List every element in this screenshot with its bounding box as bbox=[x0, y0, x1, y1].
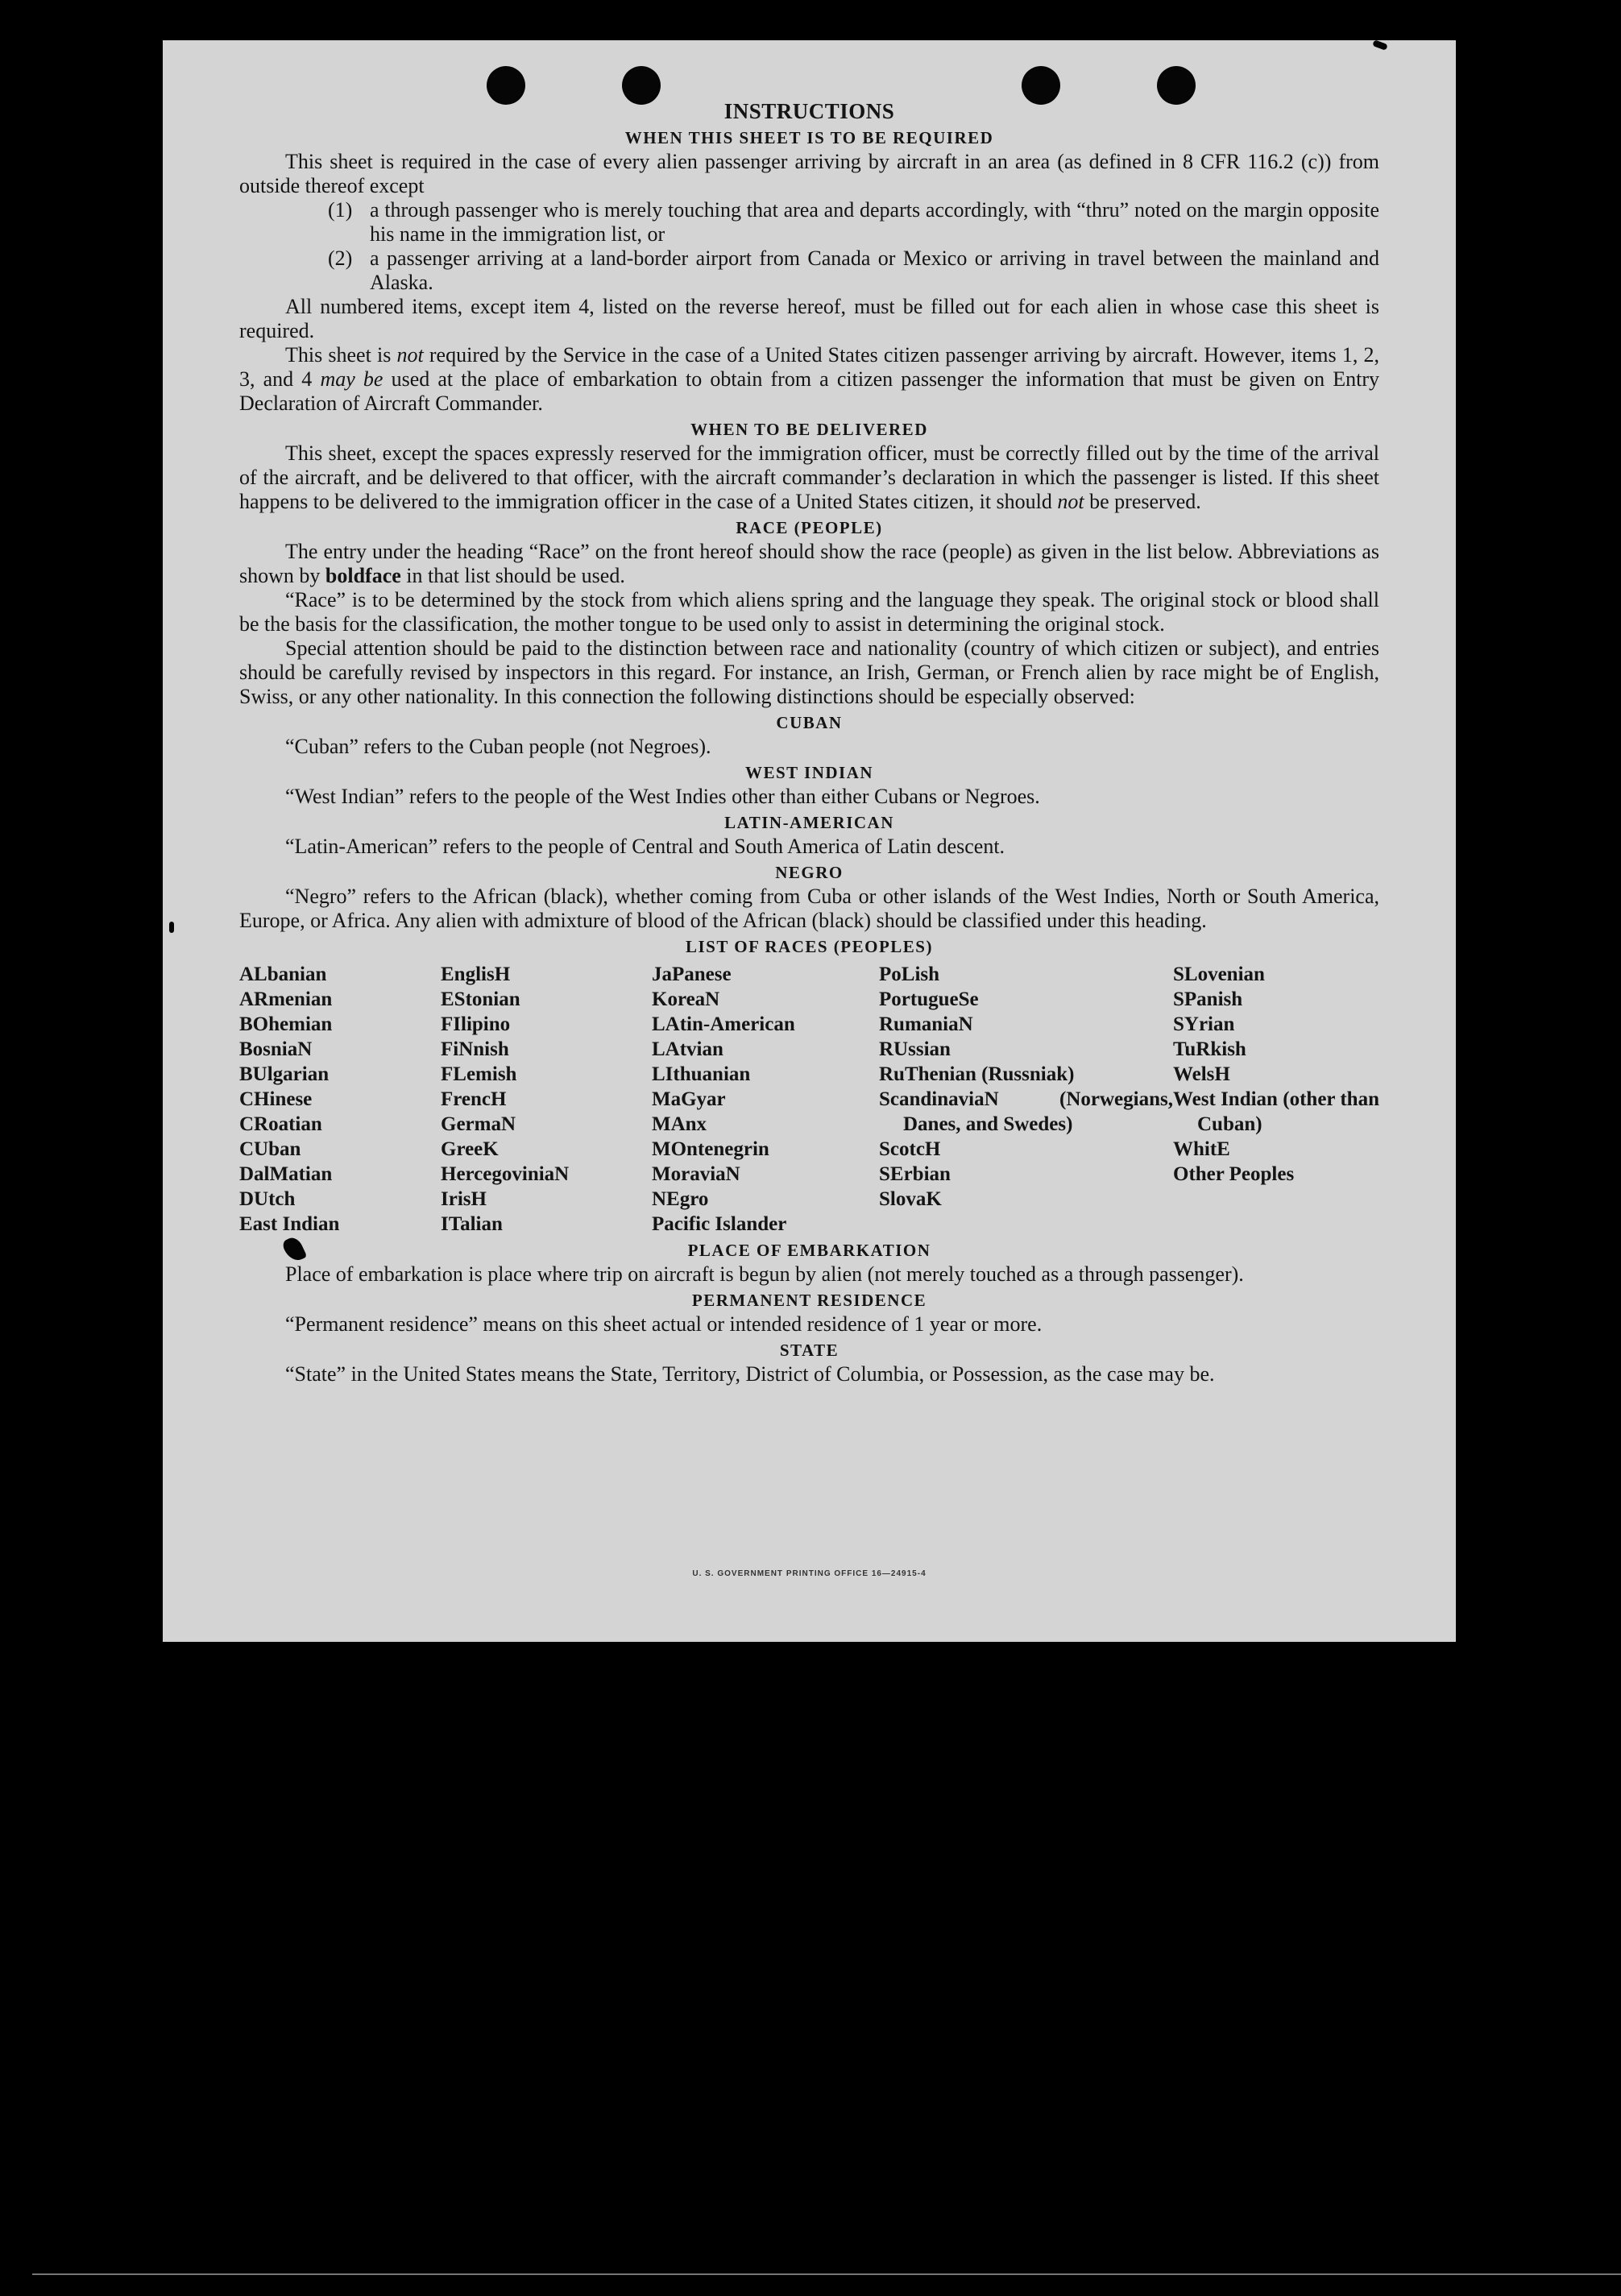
race-entry: TuRkish bbox=[1173, 1038, 1246, 1060]
paragraph-when-delivered bbox=[239, 441, 1379, 514]
race-entry: FrencH bbox=[441, 1088, 507, 1110]
ink-speck bbox=[169, 922, 174, 933]
italic-emphasis: may be bbox=[320, 367, 383, 391]
race-entry: GreeK bbox=[441, 1138, 499, 1160]
paragraph-negro: “Negro” refers to the African (black), whether coming from Cuba or other islands of the West Indies, North or South America, Europe, or Africa. Any alien with admixture of blood of the African (black) should be classified under this heading. bbox=[239, 885, 1379, 932]
paragraph-place-of-embarkation: Place of embarkation is place where trip on aircraft is begun by alien (not merely touched as a through passenger). bbox=[285, 1262, 1244, 1286]
section-heading-latin-american: LATIN-AMERICAN bbox=[724, 813, 894, 832]
section-heading-place-of-embarkation: PLACE OF EMBARKATION bbox=[687, 1241, 931, 1260]
race-entry: SErbian bbox=[879, 1163, 951, 1185]
paragraph-state: “State” in the United States means the State, Territory, District of Columbia, or Possession, as the case may be. bbox=[285, 1362, 1215, 1386]
race-entry: MOntenegrin bbox=[652, 1138, 769, 1160]
section-heading-race: RACE (PEOPLE) bbox=[736, 518, 883, 537]
race-entry: BOhemian bbox=[239, 1013, 333, 1035]
race-entry: DUtch bbox=[239, 1188, 296, 1210]
scan-edge-line bbox=[32, 2273, 1621, 2275]
race-entry: Other Peoples bbox=[1173, 1163, 1295, 1185]
section-heading-list-of-races: LIST OF RACES (PEOPLES) bbox=[686, 937, 933, 956]
text-run: This sheet is bbox=[285, 343, 397, 367]
race-entry: SPanish bbox=[1173, 988, 1243, 1010]
race-entry: BosniaN bbox=[239, 1038, 313, 1060]
race-entry: DalMatian bbox=[239, 1163, 333, 1185]
race-entry: CUban bbox=[239, 1138, 301, 1160]
paragraph-numbered-items: All numbered items, except item 4, listed on the reverse hereof, must be filled out for each alien in whose case this sheet is required. bbox=[239, 295, 1379, 342]
text-run: in that list should be used. bbox=[400, 564, 625, 587]
italic-emphasis: not bbox=[1057, 490, 1084, 513]
race-entry: SlovaK bbox=[879, 1188, 942, 1210]
text-run: The entry under the heading “Race” on the front hereof should show the race (people) as given in the list below. Abbreviations as shown by bbox=[239, 540, 1379, 587]
race-entry: LAtin-American bbox=[652, 1013, 795, 1035]
race-entry: KoreaN bbox=[652, 988, 720, 1010]
race-entry: SYrian bbox=[1173, 1013, 1235, 1035]
exception-number: (1) bbox=[328, 198, 353, 222]
section-heading-negro: NEGRO bbox=[775, 863, 844, 882]
exception-text: a passenger arriving at a land-border airport from Canada or Mexico or arriving in travel between the mainland and Alaska. bbox=[370, 247, 1379, 294]
paragraph-race-nationality: Special attention should be paid to the distinction between race and nationality (country of which citizen or subject), and entries should be carefully revised by inspectors in this regard. For instance, an Irish, German, or French alien by race might be of English, Swiss, or any other nationality. In this connection the following distinctions should be especially observed: bbox=[239, 636, 1379, 708]
race-entry: WelsH bbox=[1173, 1063, 1230, 1085]
section-heading-cuban: CUBAN bbox=[776, 713, 843, 732]
race-entry: PortugueSe bbox=[879, 988, 979, 1010]
race-entry: NEgro bbox=[652, 1188, 709, 1210]
race-entry: FiNnish bbox=[441, 1038, 509, 1060]
race-entry: RuThenian (Russniak) bbox=[879, 1063, 1075, 1085]
race-entry: MoraviaN bbox=[652, 1163, 740, 1185]
races-column bbox=[652, 962, 879, 1237]
race-entry: LAtvian bbox=[652, 1038, 723, 1060]
instructions-content bbox=[239, 98, 1379, 1386]
race-entry: West Indian (other than Cuban) bbox=[1173, 1088, 1379, 1135]
section-heading-permanent-residence: PERMANENT RESIDENCE bbox=[691, 1291, 927, 1310]
paragraph-cuban: “Cuban” refers to the Cuban people (not Negroes). bbox=[285, 735, 711, 758]
race-entry: ARmenian bbox=[239, 988, 333, 1010]
text-run: required by the Service in the case of a United States citizen passenger arriving by aircraft. However, items 1, 2, 3, and 4 bbox=[239, 343, 1379, 391]
races-column bbox=[1173, 962, 1379, 1237]
race-entry: FLemish bbox=[441, 1063, 517, 1085]
race-entry: ITalian bbox=[441, 1213, 503, 1235]
race-entry: CHinese bbox=[239, 1088, 313, 1110]
paragraph-race-entry bbox=[239, 540, 1379, 588]
race-entry: WhitE bbox=[1173, 1138, 1230, 1160]
exception-text: a through passenger who is merely touching that area and departs accordingly, with “thru” noted on the margin opposite his name in the immigration list, or bbox=[370, 198, 1379, 246]
race-entry: JaPanese bbox=[652, 964, 732, 985]
italic-emphasis: not bbox=[396, 343, 424, 367]
races-column bbox=[879, 962, 1173, 1237]
race-entry: SLovenian bbox=[1173, 964, 1265, 985]
race-entry: PoLish bbox=[879, 964, 940, 985]
race-entry: RumaniaN bbox=[879, 1013, 973, 1035]
section-heading-when-required: WHEN THIS SHEET IS TO BE REQUIRED bbox=[624, 128, 994, 147]
exception-number: (2) bbox=[328, 247, 353, 270]
race-entry: BUlgarian bbox=[239, 1063, 330, 1085]
printer-imprint: U. S. GOVERNMENT PRINTING OFFICE 16—24915-4 bbox=[692, 1569, 927, 1578]
exception-item-1 bbox=[328, 198, 1379, 247]
paragraph-race-stock: “Race” is to be determined by the stock from which aliens spring and the language they speak. The original stock or blood shall be the basis for the classification, the mother tongue to be used only to assist in determining the original stock. bbox=[239, 588, 1379, 636]
race-entry: FIlipino bbox=[441, 1013, 511, 1035]
text-run: be preserved. bbox=[1084, 490, 1201, 513]
race-entry: ScandinaviaN (Norwegians, Danes, and Swedes) bbox=[879, 1088, 1173, 1135]
section-heading-state: STATE bbox=[779, 1341, 840, 1360]
race-entry: MAnx bbox=[652, 1113, 707, 1135]
text-run: used at the place of embarkation to obtain from a citizen passenger the information that must be given on Entry Declaration of Aircraft Commander. bbox=[239, 367, 1380, 415]
race-entry: LIthuanian bbox=[652, 1063, 751, 1085]
document-sheet bbox=[163, 40, 1456, 1642]
section-heading-west-indian: WEST INDIAN bbox=[744, 763, 874, 782]
paragraph-latin-american: “Latin-American” refers to the people of Central and South America of Latin descent. bbox=[285, 835, 1005, 858]
race-entry: East Indian bbox=[239, 1213, 340, 1235]
paragraph-citizen-passenger bbox=[239, 343, 1379, 416]
race-entry: MaGyar bbox=[652, 1088, 726, 1110]
paragraph-permanent-residence: “Permanent residence” means on this sheet actual or intended residence of 1 year or more. bbox=[285, 1312, 1043, 1336]
race-entry: Pacific Islander bbox=[652, 1213, 787, 1235]
race-entry: EStonian bbox=[441, 988, 520, 1010]
race-entry: IrisH bbox=[441, 1188, 487, 1210]
paragraph-when-required-intro: This sheet is required in the case of every alien passenger arriving by aircraft in an area (as defined in 8 CFR 116.2 (c)) from outside thereof except bbox=[239, 150, 1379, 197]
ink-speck bbox=[1372, 39, 1388, 51]
races-list bbox=[239, 962, 1379, 1237]
race-entry: GermaN bbox=[441, 1113, 516, 1135]
race-entry: HercegoviniaN bbox=[441, 1163, 570, 1185]
exception-item-2 bbox=[328, 247, 1379, 295]
paragraph-west-indian: “West Indian” refers to the people of the West Indies other than either Cubans or Negroes. bbox=[285, 785, 1040, 808]
race-entry: ALbanian bbox=[239, 964, 327, 985]
race-entry: RUssian bbox=[879, 1038, 951, 1060]
race-entry: ScotcH bbox=[879, 1138, 941, 1160]
race-entry: CRoatian bbox=[239, 1113, 322, 1135]
races-column bbox=[239, 962, 441, 1237]
race-entry: EnglisH bbox=[441, 964, 511, 985]
section-heading-when-delivered: WHEN TO BE DELIVERED bbox=[690, 420, 928, 439]
bold-emphasis: boldface bbox=[325, 564, 401, 587]
page-title: INSTRUCTIONS bbox=[723, 99, 895, 123]
text-run: This sheet, except the spaces expressly reserved for the immigration officer, must be correctly filled out by the time of the arrival of the aircraft, and be delivered to that officer, with the aircraft commander’s declaration in which the passenger is listed. If this sheet happens to be delivered to the immigration officer in the case of a United States citizen, it should bbox=[239, 441, 1379, 513]
races-column bbox=[441, 962, 652, 1237]
